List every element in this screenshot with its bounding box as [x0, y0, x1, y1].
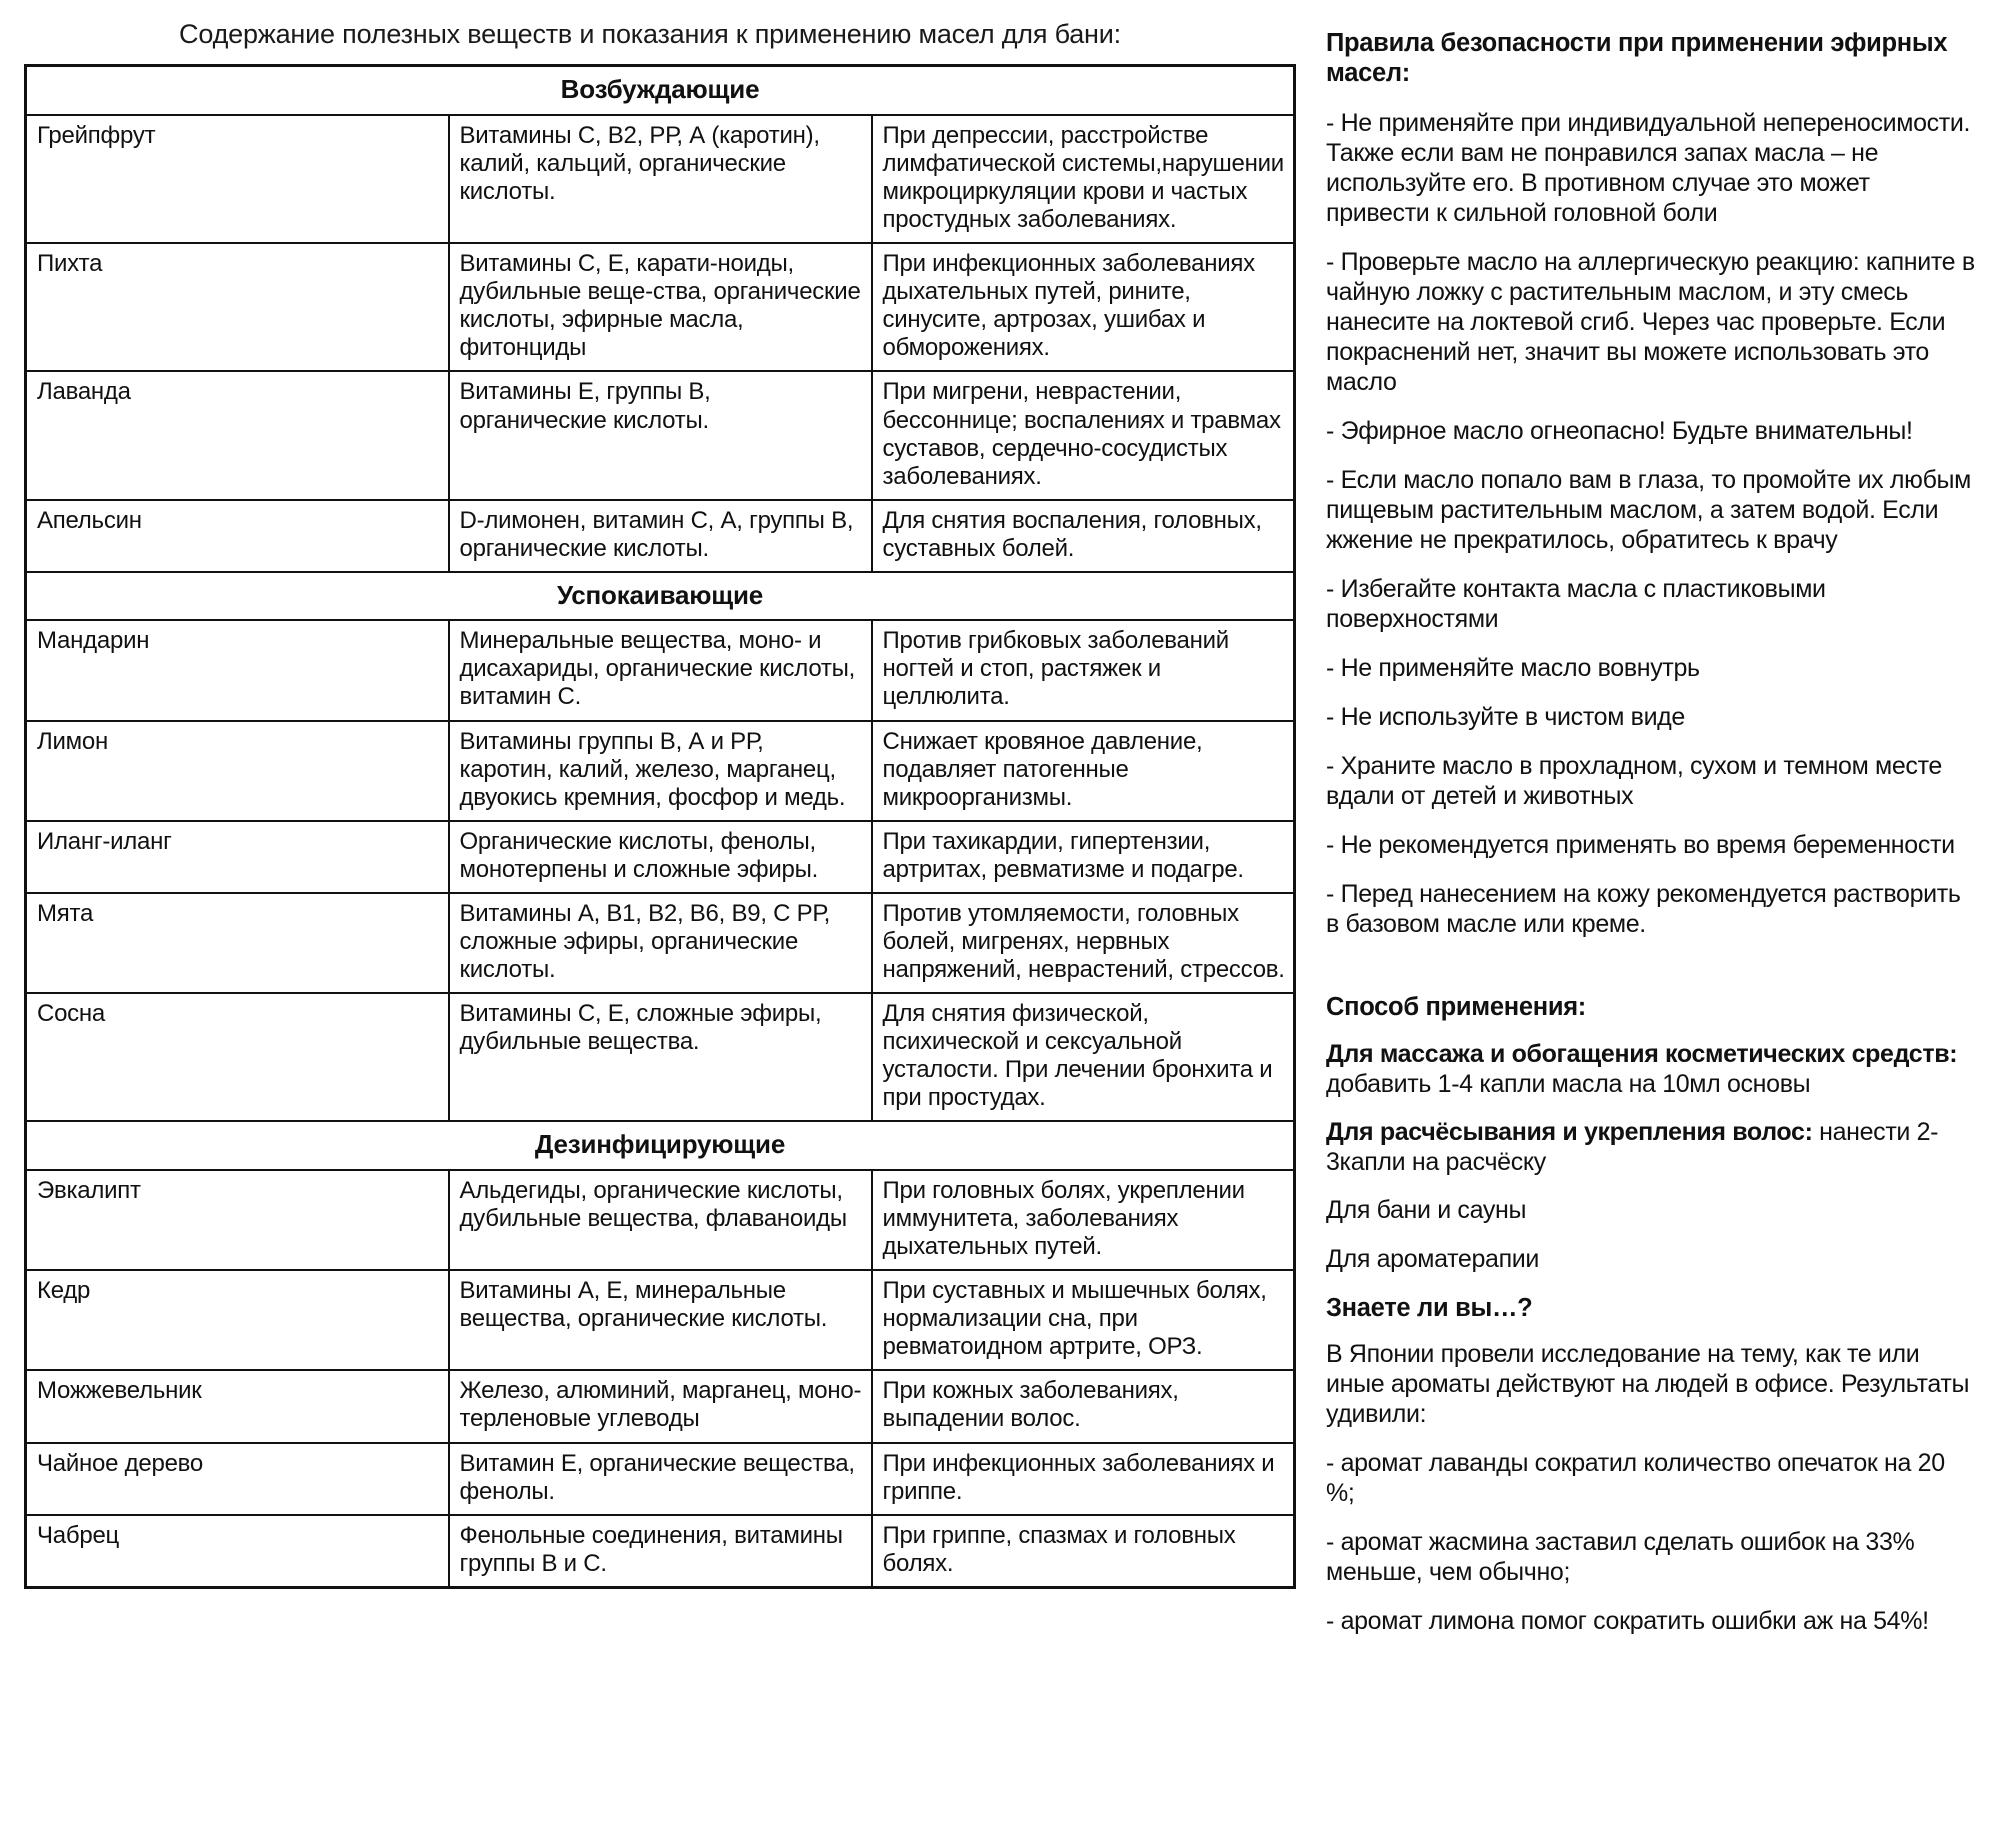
- oil-substances: Минеральные вещества, моно- и дисахариды, органические кислоты, витамин С.: [449, 620, 872, 720]
- table-row: [26, 721, 1295, 821]
- oil-uses: Снижает кровяное давление, подавляет патогенные микроорганизмы.: [872, 721, 1295, 821]
- safety-rule: - Не применяйте при индивидуальной непереносимости. Также если вам не понравился запах масла – не используйте его. В противном случае это может привести к сильной головной боли: [1326, 109, 1971, 228]
- usage-hair-label: Для расчёсывания и укрепления волос:: [1326, 1117, 1813, 1146]
- safety-rule: - Храните масло в прохладном, сухом и темном месте вдали от детей и животных: [1326, 752, 1942, 811]
- usage-massage-label: Для массажа и обогащения косметических средств:: [1326, 1039, 1958, 1068]
- oil-uses: Против грибковых заболеваний ногтей и стоп, растяжек и целлюлита.: [872, 620, 1295, 720]
- usage-bath: Для бани и сауны: [1326, 1195, 1527, 1224]
- oil-name: Апельсин: [26, 500, 449, 572]
- oil-name: Лаванда: [26, 371, 449, 499]
- oil-name: Грейпфрут: [26, 115, 449, 243]
- oil-uses: Для снятия физической, психической и сексуальной усталости. При лечении бронхита и при простудах.: [872, 993, 1295, 1121]
- section-spacer: [1326, 958, 1978, 992]
- safety-rule: - Не используйте в чистом виде: [1326, 703, 1685, 732]
- table-section-header: [26, 1121, 1295, 1169]
- usage-hair-text: нанести 2-3капли на расчёску: [1326, 1117, 1939, 1176]
- oil-name: Лимон: [26, 721, 449, 821]
- safety-rule: - Проверьте масло на аллергическую реакцию: капните в чайную ложку с растительным маслом, и эту смесь нанесите на локтевой сгиб. Через час проверьте. Если покраснений нет, значит вы можете использовать это масло: [1326, 248, 1975, 397]
- oil-substances: Витамин Е, органические вещества, фенолы.: [449, 1443, 872, 1515]
- oils-table: [24, 64, 1296, 1588]
- oil-substances: Витамины С, В2, РР, А (каротин), калий, кальций, органические кислоты.: [449, 115, 872, 243]
- oil-substances: Витамины Е, группы В, органические кислоты.: [449, 371, 872, 499]
- did-you-know-heading: Знаете ли вы…?: [1326, 1293, 1533, 1322]
- oil-name: Сосна: [26, 993, 449, 1121]
- oil-substances: Витамины А, Е, минеральные вещества, органические кислоты.: [449, 1270, 872, 1370]
- oil-substances: Витамины С, Е, сложные эфиры, дубильные вещества.: [449, 993, 872, 1121]
- oil-uses: При мигрени, неврастении, бессоннице; воспалениях и травмах суставов, сердечно-сосудистых заболеваниях.: [872, 371, 1295, 499]
- did-you-know-fact: - аромат лаванды сократил количество опечаток на 20 %;: [1326, 1449, 1945, 1508]
- table-row: [26, 1270, 1295, 1370]
- safety-rule: - Эфирное масло огнеопасно! Будьте внимательны!: [1326, 417, 1913, 446]
- oil-substances: Органические кислоты, фенолы, монотерпены и сложные эфиры.: [449, 821, 872, 893]
- table-section-header: [26, 66, 1295, 115]
- usage-hair: [1326, 1117, 1978, 1177]
- table-row: [26, 993, 1295, 1121]
- table-row: [26, 115, 1295, 243]
- oil-name: Эвкалипт: [26, 1170, 449, 1270]
- usage-massage: [1326, 1039, 1978, 1099]
- oil-name: Можжевельник: [26, 1370, 449, 1442]
- usage-heading: Способ применения:: [1326, 993, 1586, 1022]
- table-row: [26, 893, 1295, 993]
- oil-substances: Фенольные соединения, витамины группы В и С.: [449, 1515, 872, 1588]
- oil-uses: При инфекционных заболеваниях дыхательных путей, рините, синусите, артрозах, ушибах и обморожениях.: [872, 243, 1295, 371]
- table-section-header: [26, 572, 1295, 620]
- table-row: [26, 243, 1295, 371]
- did-you-know-fact: - аромат лимона помог сократить ошибки аж на 54%!: [1326, 1607, 1929, 1636]
- table-row: [26, 620, 1295, 720]
- oil-uses: При депрессии, расстройстве лимфатической системы,нарушении микроциркуляции крови и частых простудных заболеваниях.: [872, 115, 1295, 243]
- oil-name: Пихта: [26, 243, 449, 371]
- oil-uses: При тахикардии, гипертензии, артритах, ревматизме и подагре.: [872, 821, 1295, 893]
- table-row: [26, 371, 1295, 499]
- page-title: Содержание полезных веществ и показания к применению масел для бани:: [179, 19, 1121, 49]
- table-row: [26, 500, 1295, 572]
- sidebar-column: [1310, 0, 2000, 1655]
- usage-massage-text: добавить 1-4 капли масла на 10мл основы: [1326, 1069, 1811, 1098]
- did-you-know-fact: - аромат жасмина заставил сделать ошибок на 33% меньше, чем обычно;: [1326, 1528, 1915, 1587]
- table-row: [26, 1515, 1295, 1588]
- oil-uses: При кожных заболеваниях, выпадении волос.: [872, 1370, 1295, 1442]
- oil-substances: Витамины группы В, А и РР, каротин, калий, железо, марганец, двуокись кремния, фосфор и медь.: [449, 721, 872, 821]
- did-you-know-intro: В Японии провели исследование на тему, как те или иные ароматы действуют на людей в офисе. Результаты удивили:: [1326, 1340, 1970, 1429]
- oil-name: Чабрец: [26, 1515, 449, 1588]
- safety-rule: - Если масло попало вам в глаза, то промойте их любым пищевым растительным маслом, а затем водой. Если жжение не прекратилось, обратитесь к врачу: [1326, 466, 1971, 555]
- oil-uses: При суставных и мышечных болях, нормализации сна, при ревматоидном артрите, ОРЗ.: [872, 1270, 1295, 1370]
- oil-substances: Витамины А, В1, В2, В6, В9, С РР, сложные эфиры, органические кислоты.: [449, 893, 872, 993]
- oil-name: Кедр: [26, 1270, 449, 1370]
- oil-uses: При головных болях, укреплении иммунитета, заболеваниях дыхательных путей.: [872, 1170, 1295, 1270]
- oil-uses: При гриппе, спазмах и головных болях.: [872, 1515, 1295, 1588]
- oil-name: Мята: [26, 893, 449, 993]
- oil-name: Чайное дерево: [26, 1443, 449, 1515]
- oil-uses: При инфекционных заболеваниях и гриппе.: [872, 1443, 1295, 1515]
- oil-name: Мандарин: [26, 620, 449, 720]
- oil-name: Иланг-иланг: [26, 821, 449, 893]
- oil-uses: Против утомляемости, головных болей, мигренях, нервных напряжений, неврастений, стрессов.: [872, 893, 1295, 993]
- oil-substances: Альдегиды, органические кислоты, дубильные вещества, флаваноиды: [449, 1170, 872, 1270]
- safety-rule: - Не рекомендуется применять во время беременности: [1326, 831, 1955, 860]
- table-row: [26, 1443, 1295, 1515]
- oil-substances: Железо, алюминий, марганец, моно-терленовые углеводы: [449, 1370, 872, 1442]
- safety-rule: - Перед нанесением на кожу рекомендуется растворить в базовом масле или креме.: [1326, 880, 1961, 939]
- table-row: [26, 1170, 1295, 1270]
- safety-rule: - Избегайте контакта масла с пластиковыми поверхностями: [1326, 575, 1826, 634]
- safety-heading: Правила безопасности при применении эфирных масел:: [1326, 29, 1948, 88]
- table-row: [26, 821, 1295, 893]
- usage-aroma: Для ароматерапии: [1326, 1244, 1540, 1273]
- section-heading-calming: Успокаивающие: [26, 572, 1295, 620]
- oil-substances: Витамины С, Е, карати-ноиды, дубильные веще-ства, органические кислоты, эфирные масла, фитонциды: [449, 243, 872, 371]
- oil-uses: Для снятия воспаления, головных, суставных болей.: [872, 500, 1295, 572]
- table-row: [26, 1370, 1295, 1442]
- oil-substances: D-лимонен, витамин С, А, группы В, органические кислоты.: [449, 500, 872, 572]
- section-heading-disinfecting: Дезинфицирующие: [26, 1121, 1295, 1169]
- safety-rule: - Не применяйте масло вовнутрь: [1326, 654, 1700, 683]
- section-heading-stimulating: Возбуждающие: [26, 66, 1295, 115]
